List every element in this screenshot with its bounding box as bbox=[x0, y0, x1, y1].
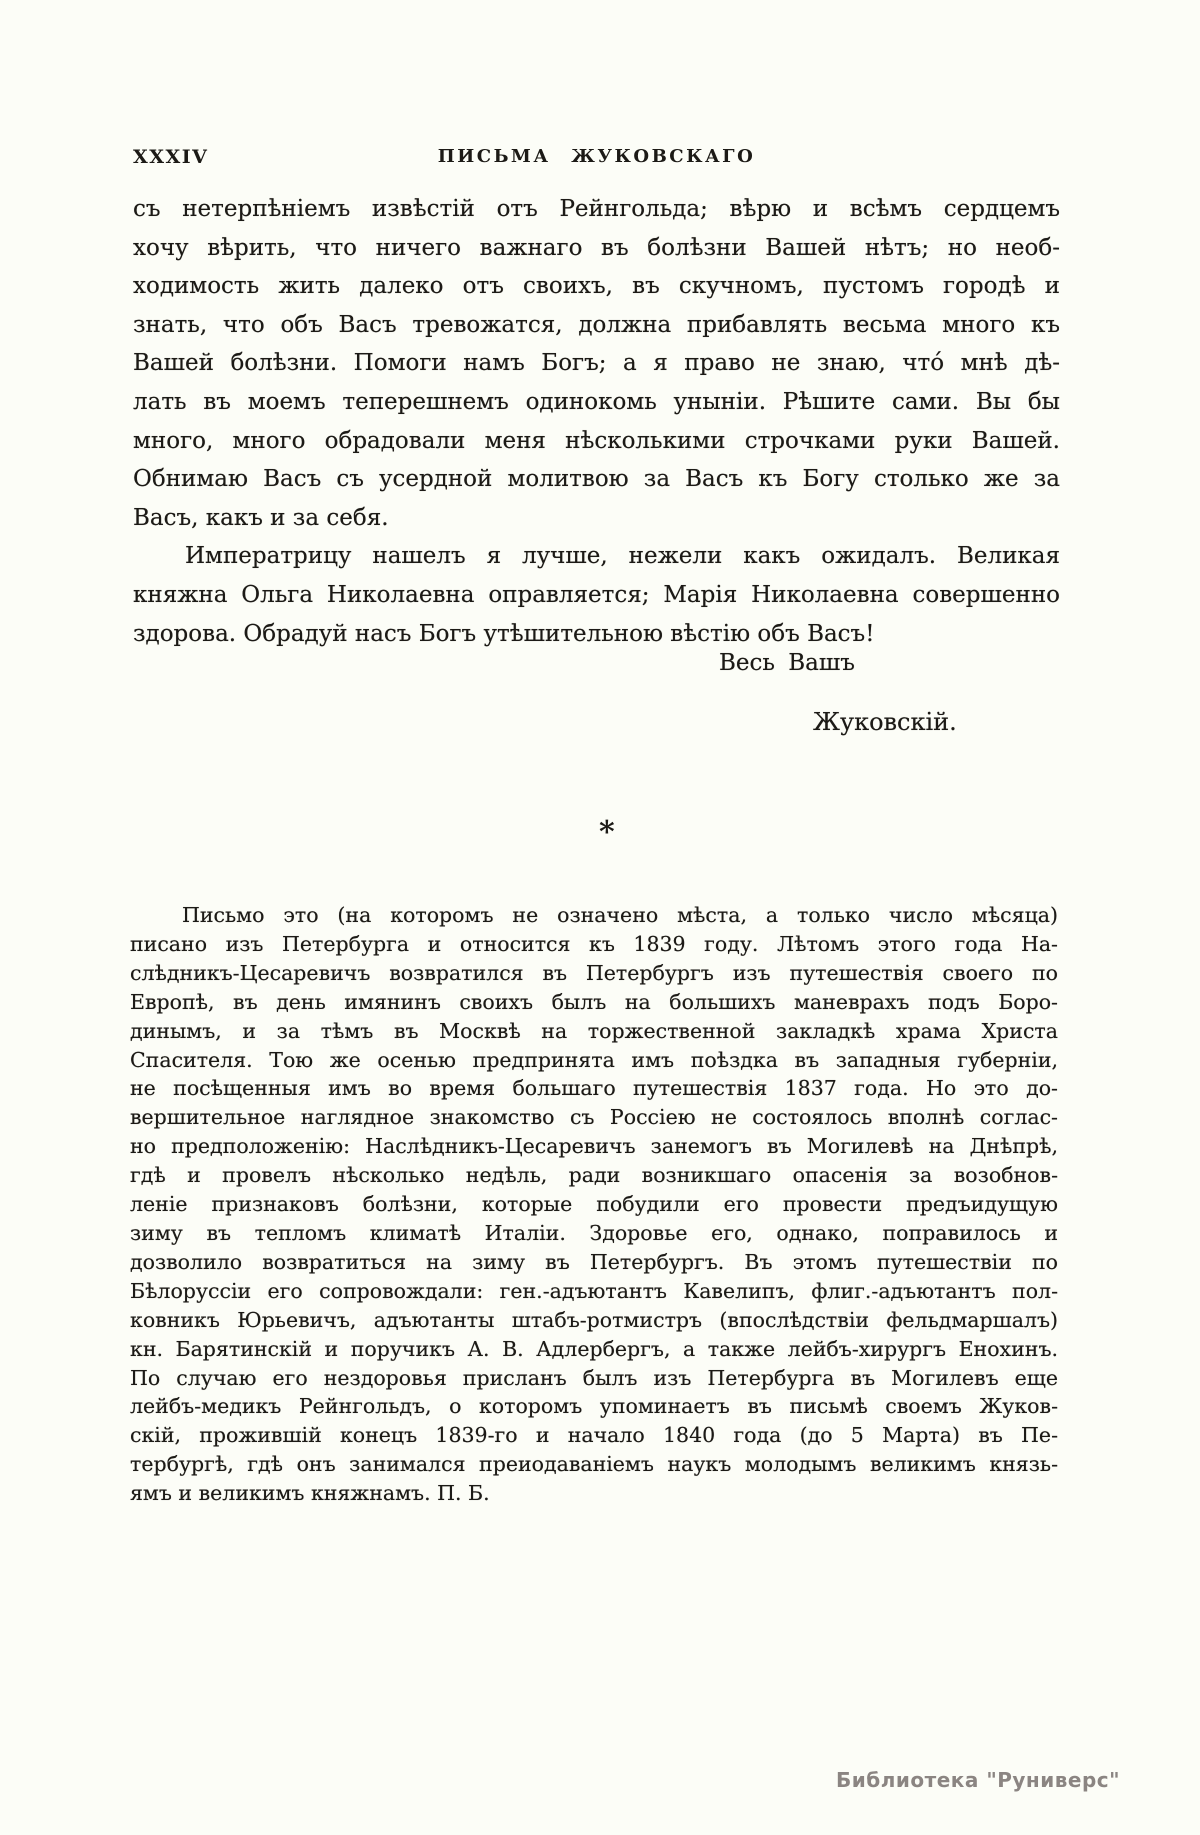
running-title: ПИСЬМА ЖУКОВСКАГО bbox=[437, 146, 756, 167]
editorial-note bbox=[130, 901, 1058, 1508]
note-line: вершительное наглядное знакомство съ Россіею не состоялось вполнѣ соглас- bbox=[130, 1105, 1058, 1130]
letter-line: много, много обрадовали меня нѣсколькими строчками руки Вашей. bbox=[133, 427, 1060, 454]
letter-line: ходимость жить далеко отъ своихъ, въ скучномъ, пустомъ городѣ и bbox=[133, 273, 1060, 300]
note-line: но предположенію: Наслѣдникъ-Цесаревичъ занемогъ въ Могилевѣ на Днѣпрѣ, bbox=[130, 1134, 1058, 1159]
letter-line: хочу вѣрить, что ничего важнаго въ болѣзни Вашей нѣтъ; но необ- bbox=[133, 234, 1060, 261]
letter-line: съ нетерпѣніемъ извѣстій отъ Рейнгольда; вѣрю и всѣмъ сердцемъ bbox=[133, 196, 1060, 222]
letter-line: Обнимаю Васъ съ усердной молитвою за Васъ къ Богу столько же за bbox=[133, 466, 1060, 493]
letter-line: здорова. Обрадуй насъ Богъ утѣшительною вѣстію объ Васъ! bbox=[133, 620, 875, 647]
note-line: кн. Барятинскій и поручикъ А. В. Адлербергъ, а также лейбъ-хирургъ Енохинъ. bbox=[130, 1336, 1058, 1361]
note-line: Спасителя. Тою же осенью предпринята имъ поѣздка въ западныя губерніи, bbox=[130, 1047, 1058, 1072]
page-number: XXXIV bbox=[133, 146, 209, 168]
note-line: дозволило возвратиться на зиму въ Петербургъ. Въ этомъ путешествіи по bbox=[130, 1249, 1058, 1274]
note-line: ямъ и великимъ княжнамъ. П. Б. bbox=[130, 1481, 490, 1506]
note-line: скій, прожившій конецъ 1839-го и начало 1840 года (до 5 Марта) въ Пе- bbox=[130, 1423, 1058, 1448]
page-header bbox=[133, 144, 1060, 174]
letter-line: Вашей болѣзни. Помоги намъ Богъ; а я право не знаю, что́ мнѣ дѣ- bbox=[133, 350, 1060, 377]
letter-closing: Весь Вашъ bbox=[719, 650, 855, 676]
note-line: тербургѣ, гдѣ онъ занимался преиодаваніемъ наукъ молодымъ великимъ князь- bbox=[130, 1452, 1058, 1477]
note-line: зиму въ тепломъ климатѣ Италіи. Здоровье его, однако, поправилось и bbox=[130, 1220, 1058, 1245]
note-line: Письмо это (на которомъ не означено мѣста, а только число мѣсяца) bbox=[182, 903, 1058, 927]
note-line: слѣдникъ-Цесаревичъ возвратился въ Петербургъ изъ путешествія своего по bbox=[130, 960, 1058, 985]
letter-signature: Жуковскій. bbox=[813, 708, 957, 736]
note-line: ковникъ Юрьевичъ, адъютанты штабъ-ротмистръ (впослѣдствіи фельдмаршалъ) bbox=[130, 1307, 1058, 1332]
letter-line: знать, что объ Васъ тревожатся, должна прибавлять весьма много къ bbox=[133, 311, 1060, 338]
note-line: писано изъ Петербурга и относится къ 1839 году. Лѣтомъ этого года На- bbox=[130, 931, 1058, 956]
note-line: По случаю его нездоровья присланъ былъ изъ Петербурга въ Могилевъ еще bbox=[130, 1365, 1058, 1390]
letter-line: лать въ моемъ теперешнемъ одинокомь уныніи. Рѣшите сами. Вы бы bbox=[133, 388, 1060, 415]
note-line: динымъ, и за тѣмъ въ Москвѣ на торжественной закладкѣ храма Христа bbox=[130, 1018, 1058, 1043]
note-line: Европѣ, въ день имянинъ своихъ былъ на большихъ маневрахъ подъ Боро- bbox=[130, 989, 1058, 1014]
library-watermark: Библиотека "Руниверс" bbox=[836, 1768, 1121, 1792]
letter-line: княжна Ольга Николаевна оправляется; Марія Николаевна совершенно bbox=[133, 581, 1060, 608]
section-separator-asterisk: * bbox=[599, 815, 615, 850]
letter-body bbox=[133, 190, 1060, 653]
letter-line: Васъ, какъ и за себя. bbox=[133, 504, 389, 531]
note-line: Бѣлоруссіи его сопровождали: ген.-адъютантъ Кавелипъ, флиг.-адъютантъ пол- bbox=[130, 1278, 1058, 1303]
note-line: не посѣщенныя имъ во время большаго путешествія 1837 года. Но это до- bbox=[130, 1076, 1058, 1101]
letter-line: Императрицу нашелъ я лучше, нежели какъ ожидалъ. Великая bbox=[185, 543, 1060, 570]
note-line: гдѣ и провелъ нѣсколько недѣль, ради возникшаго опасенія за возобнов- bbox=[130, 1163, 1058, 1188]
note-line: лейбъ-медикъ Рейнгольдъ, о которомъ упоминаетъ въ письмѣ своемъ Жуков- bbox=[130, 1394, 1058, 1419]
note-line: леніе признаковъ болѣзни, которые побудили его провести предъидущую bbox=[130, 1192, 1058, 1217]
